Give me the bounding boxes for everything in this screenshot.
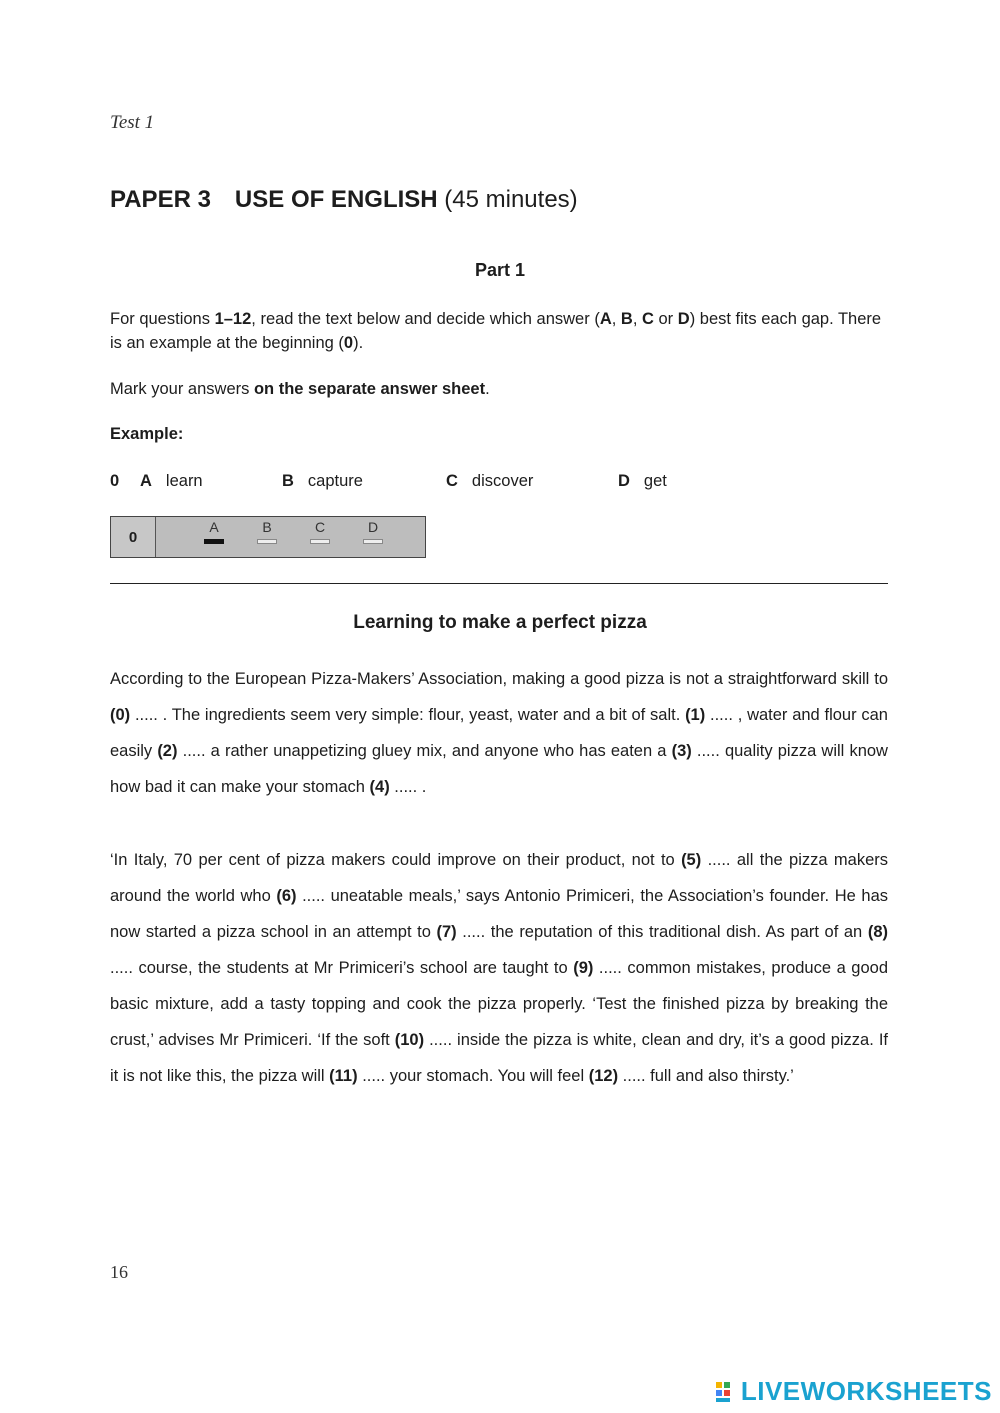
- gap-number: (10): [394, 1031, 425, 1049]
- passage-text: ..... all the pizza makers around the world who: [110, 851, 888, 905]
- gap-number: (3): [671, 742, 692, 760]
- paper-name: USE OF ENGLISH: [234, 186, 438, 213]
- passage-text: ..... common mistakes, produce a good basic mixture, add a tasty topping and cook the pizza properly. ‘Test the finished pizza by breaking the crust,’ advises Mr Primiceri. ‘If the soft: [110, 959, 888, 1049]
- answer-mark-a: [204, 539, 224, 544]
- answer-sheet-option-b: B: [252, 519, 282, 544]
- gap-number: (4): [369, 778, 390, 796]
- instructions: For questions 1–12, read the text below and decide which answer (A, B, C or D) best fits each gap. There is an example at the beginning (0).: [110, 310, 882, 352]
- gap-number: (11): [329, 1067, 358, 1085]
- answer-sheet-number: 0: [111, 517, 156, 557]
- page-number: 16: [110, 1262, 128, 1282]
- example-option-d: D get: [618, 472, 667, 490]
- passage-title: Learning to make a perfect pizza: [353, 612, 647, 633]
- liveworksheets-logo[interactable]: [715, 1376, 992, 1407]
- passage-text: ..... inside the pizza is white, clean and dry, it’s a good pizza. If it is not like this, the pizza will: [110, 1031, 888, 1085]
- passage-text: ‘In Italy, 70 per cent of pizza makers could improve on their product, not to: [110, 851, 682, 869]
- passage-text: ..... quality pizza will know how bad it can make your stomach: [110, 742, 888, 796]
- gap-number: (6): [276, 887, 297, 905]
- answer-mark-d: [363, 539, 383, 544]
- passage-text: ..... a rather unappetizing gluey mix, and anyone who has eaten a: [177, 742, 672, 760]
- liveworksheets-icon: [715, 1380, 739, 1404]
- mark-instructions: Mark your answers on the separate answer sheet.: [110, 380, 490, 398]
- example-option-a: A learn: [140, 472, 203, 490]
- divider: [110, 583, 888, 584]
- gap-number: (8): [867, 923, 888, 941]
- gap-number: (7): [436, 923, 457, 941]
- example-option-c: C discover: [446, 472, 534, 490]
- part-title: Part 1: [474, 260, 526, 280]
- example-option-b: B capture: [282, 472, 363, 490]
- gap-number: (1): [685, 706, 706, 724]
- example-answer-sheet: [110, 516, 426, 558]
- answer-sheet-option-c: C: [305, 519, 335, 544]
- example-label: Example:: [110, 425, 184, 443]
- passage-text: ..... uneatable meals,’ says Antonio Primiceri, the Association’s founder. He has now started a pizza school in an attempt to: [110, 887, 888, 941]
- passage-text: ..... . The ingredients seem very simple: flour, yeast, water and a bit of salt.: [130, 706, 686, 724]
- running-header: Test 1: [110, 112, 155, 133]
- gap-number: (12): [588, 1067, 619, 1085]
- paper-code: PAPER 3: [110, 186, 211, 213]
- answer-sheet-option-a: A: [199, 519, 229, 544]
- passage-text: According to the European Pizza-Makers’ Association, making a good pizza is not a straightforward skill to: [110, 670, 888, 688]
- answer-mark-b: [257, 539, 277, 544]
- passage-paragraph-1: [110, 661, 888, 805]
- gap-number: (0): [110, 706, 131, 724]
- answer-mark-c: [310, 539, 330, 544]
- passage-paragraph-2: [110, 842, 888, 1094]
- gap-number: (9): [573, 959, 594, 977]
- paper-title: [110, 186, 578, 214]
- passage-text: ..... the reputation of this traditional dish. As part of an: [456, 923, 868, 941]
- example-number: 0: [110, 472, 120, 490]
- passage-text: ..... your stomach. You will feel: [357, 1067, 589, 1085]
- passage-text: ..... full and also thirsty.’: [618, 1067, 794, 1085]
- gap-number: (2): [157, 742, 178, 760]
- brand-name: LIVEWORKSHEETS: [740, 1376, 992, 1406]
- answer-sheet-option-d: D: [358, 519, 388, 544]
- passage-text: ..... .: [389, 778, 427, 796]
- passage-text: ..... , water and flour can easily: [110, 706, 888, 760]
- paper-duration: (45 minutes): [444, 186, 578, 213]
- passage-text: ..... course, the students at Mr Primiceri’s school are taught to: [110, 959, 574, 977]
- gap-number: (5): [681, 851, 702, 869]
